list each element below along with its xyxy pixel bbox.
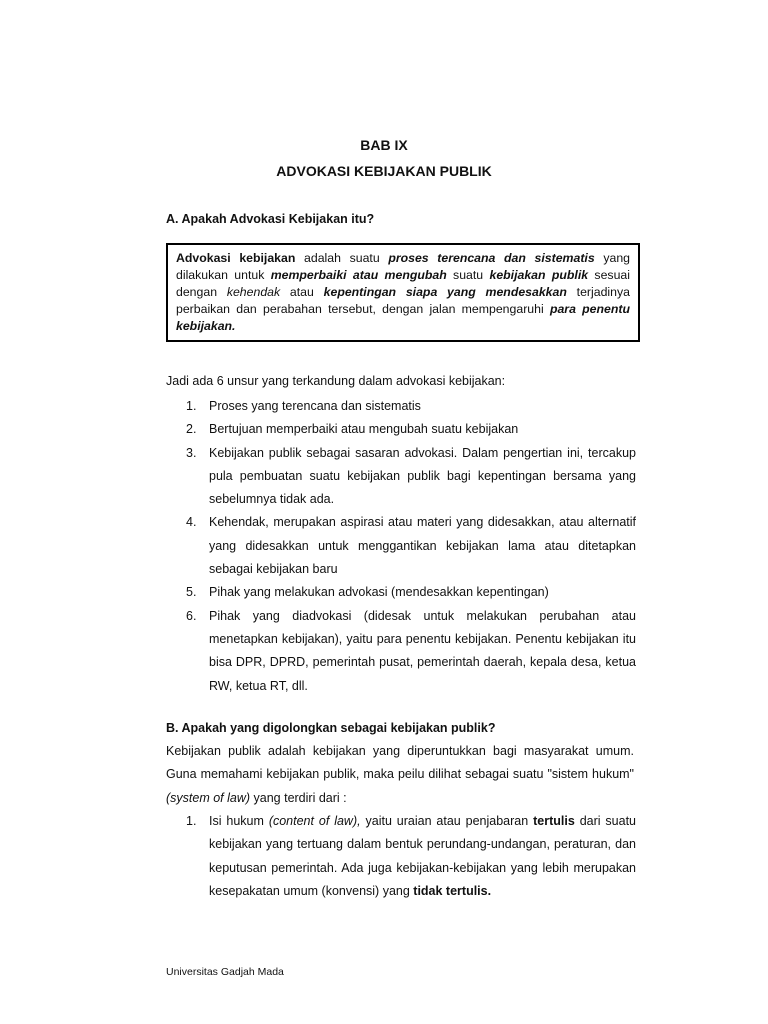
section-b-heading: B. Apakah yang digolongkan sebagai kebijakan publik? [166, 721, 496, 735]
item-number: 6. [186, 608, 197, 623]
def-text: adalah suatu [295, 251, 389, 265]
list-item [166, 511, 636, 581]
item-number: 1. [186, 814, 197, 828]
para-text: yang terdiri dari : [250, 790, 347, 805]
def-text: yang dilakukan untuk [176, 251, 630, 282]
list-item [166, 605, 636, 698]
def-emphasis: proses terencana dan sistematis [388, 251, 595, 265]
item-bold: tidak tertulis. [413, 883, 492, 898]
def-emphasis: kepentingan siapa yang mendesakkan [323, 285, 567, 299]
def-emphasis: memperbaiki atau mengubah [270, 268, 447, 282]
item-text: Bertujuan memperbaiki atau mengubah suatu kebijakan [209, 422, 519, 437]
elements-list [166, 395, 636, 698]
item-number: 1. [186, 399, 197, 413]
item-text: Proses yang terencana dan sistematis [209, 399, 421, 413]
def-emphasis: kebijakan publik [489, 268, 589, 282]
list-intro: Jadi ada 6 unsur yang terkandung dalam advokasi kebijakan: [166, 374, 506, 388]
list-item [166, 581, 636, 604]
def-text: terjadinya perbaikan dan perabahan tersebut, dengan jalan mempengaruhi [176, 285, 630, 316]
item-number: 3. [186, 445, 197, 460]
para-text: Kebijakan publik adalah kebijakan yang diperuntukkan bagi masyarakat umum. Guna memahami kebijakan publik, maka peilu dilihat sebagai suatu "sistem hukum" [166, 744, 634, 782]
item-text: Kehendak, merupakan aspirasi atau materi yang didesakkan, atau alternatif yang didesakkan untuk menggantikan kebijakan lama atau ditetapkan sebagai kebijakan baru [209, 515, 636, 577]
chapter-title: ADVOKASI KEBIJAKAN PUBLIK [276, 163, 492, 179]
list-item [166, 442, 636, 512]
item-number: 5. [186, 585, 197, 600]
item-text: Isi hukum [209, 814, 269, 828]
def-text: suatu [446, 268, 490, 282]
definition-box [166, 243, 640, 342]
def-term: Advokasi kebijakan [176, 251, 296, 265]
para-italic: (system of law) [166, 790, 251, 805]
item-text: Pihak yang diadvokasi (didesak untuk melakukan perubahan atau menetapkan kebijakan), yaitu para penentu kebijakan. Penentu kebijakan itu bisa DPR, DPRD, pemerintah pusat, pemerintah daerah, kepala desa, ketua RW, ketua RT, dll. [209, 608, 636, 693]
item-italic: (content of law), [268, 814, 361, 828]
item-number: 4. [186, 515, 197, 530]
item-text: yaitu uraian atau penjabaran [360, 814, 534, 828]
item-bold: tertulis [533, 814, 575, 828]
def-emphasis: para penentu kebijakan. [176, 302, 630, 333]
item-text: Pihak yang melakukan advokasi (mendesakkan kepentingan) [209, 585, 549, 600]
def-italic: kehendak [226, 285, 281, 299]
list-item [166, 418, 636, 441]
item-number: 2. [186, 422, 197, 437]
def-text: sesuai dengan [176, 268, 630, 299]
law-system-list [166, 810, 636, 903]
list-item [166, 395, 636, 418]
footer-university: Universitas Gadjah Mada [166, 966, 284, 978]
chapter-number: BAB IX [360, 137, 408, 153]
item-text: Kebijakan publik sebagai sasaran advokasi. Dalam pengertian ini, tercakup pula pembuatan suatu kebijakan publik bagi kepentingan bersama yang sebelumnya tidak ada. [209, 445, 636, 507]
def-text: atau [280, 285, 324, 299]
list-item [166, 810, 636, 903]
item-text: dari suatu kebijakan yang tertuang dalam bentuk perundang-undangan, peraturan, dan keputusan pemerintah. Ada juga kebijakan-kebijakan yang lebih merupakan kesepakatan umum (konvensi) yang [209, 814, 637, 898]
section-b-paragraph [166, 740, 634, 810]
section-a-heading: A. Apakah Advokasi Kebijakan itu? [166, 212, 375, 226]
